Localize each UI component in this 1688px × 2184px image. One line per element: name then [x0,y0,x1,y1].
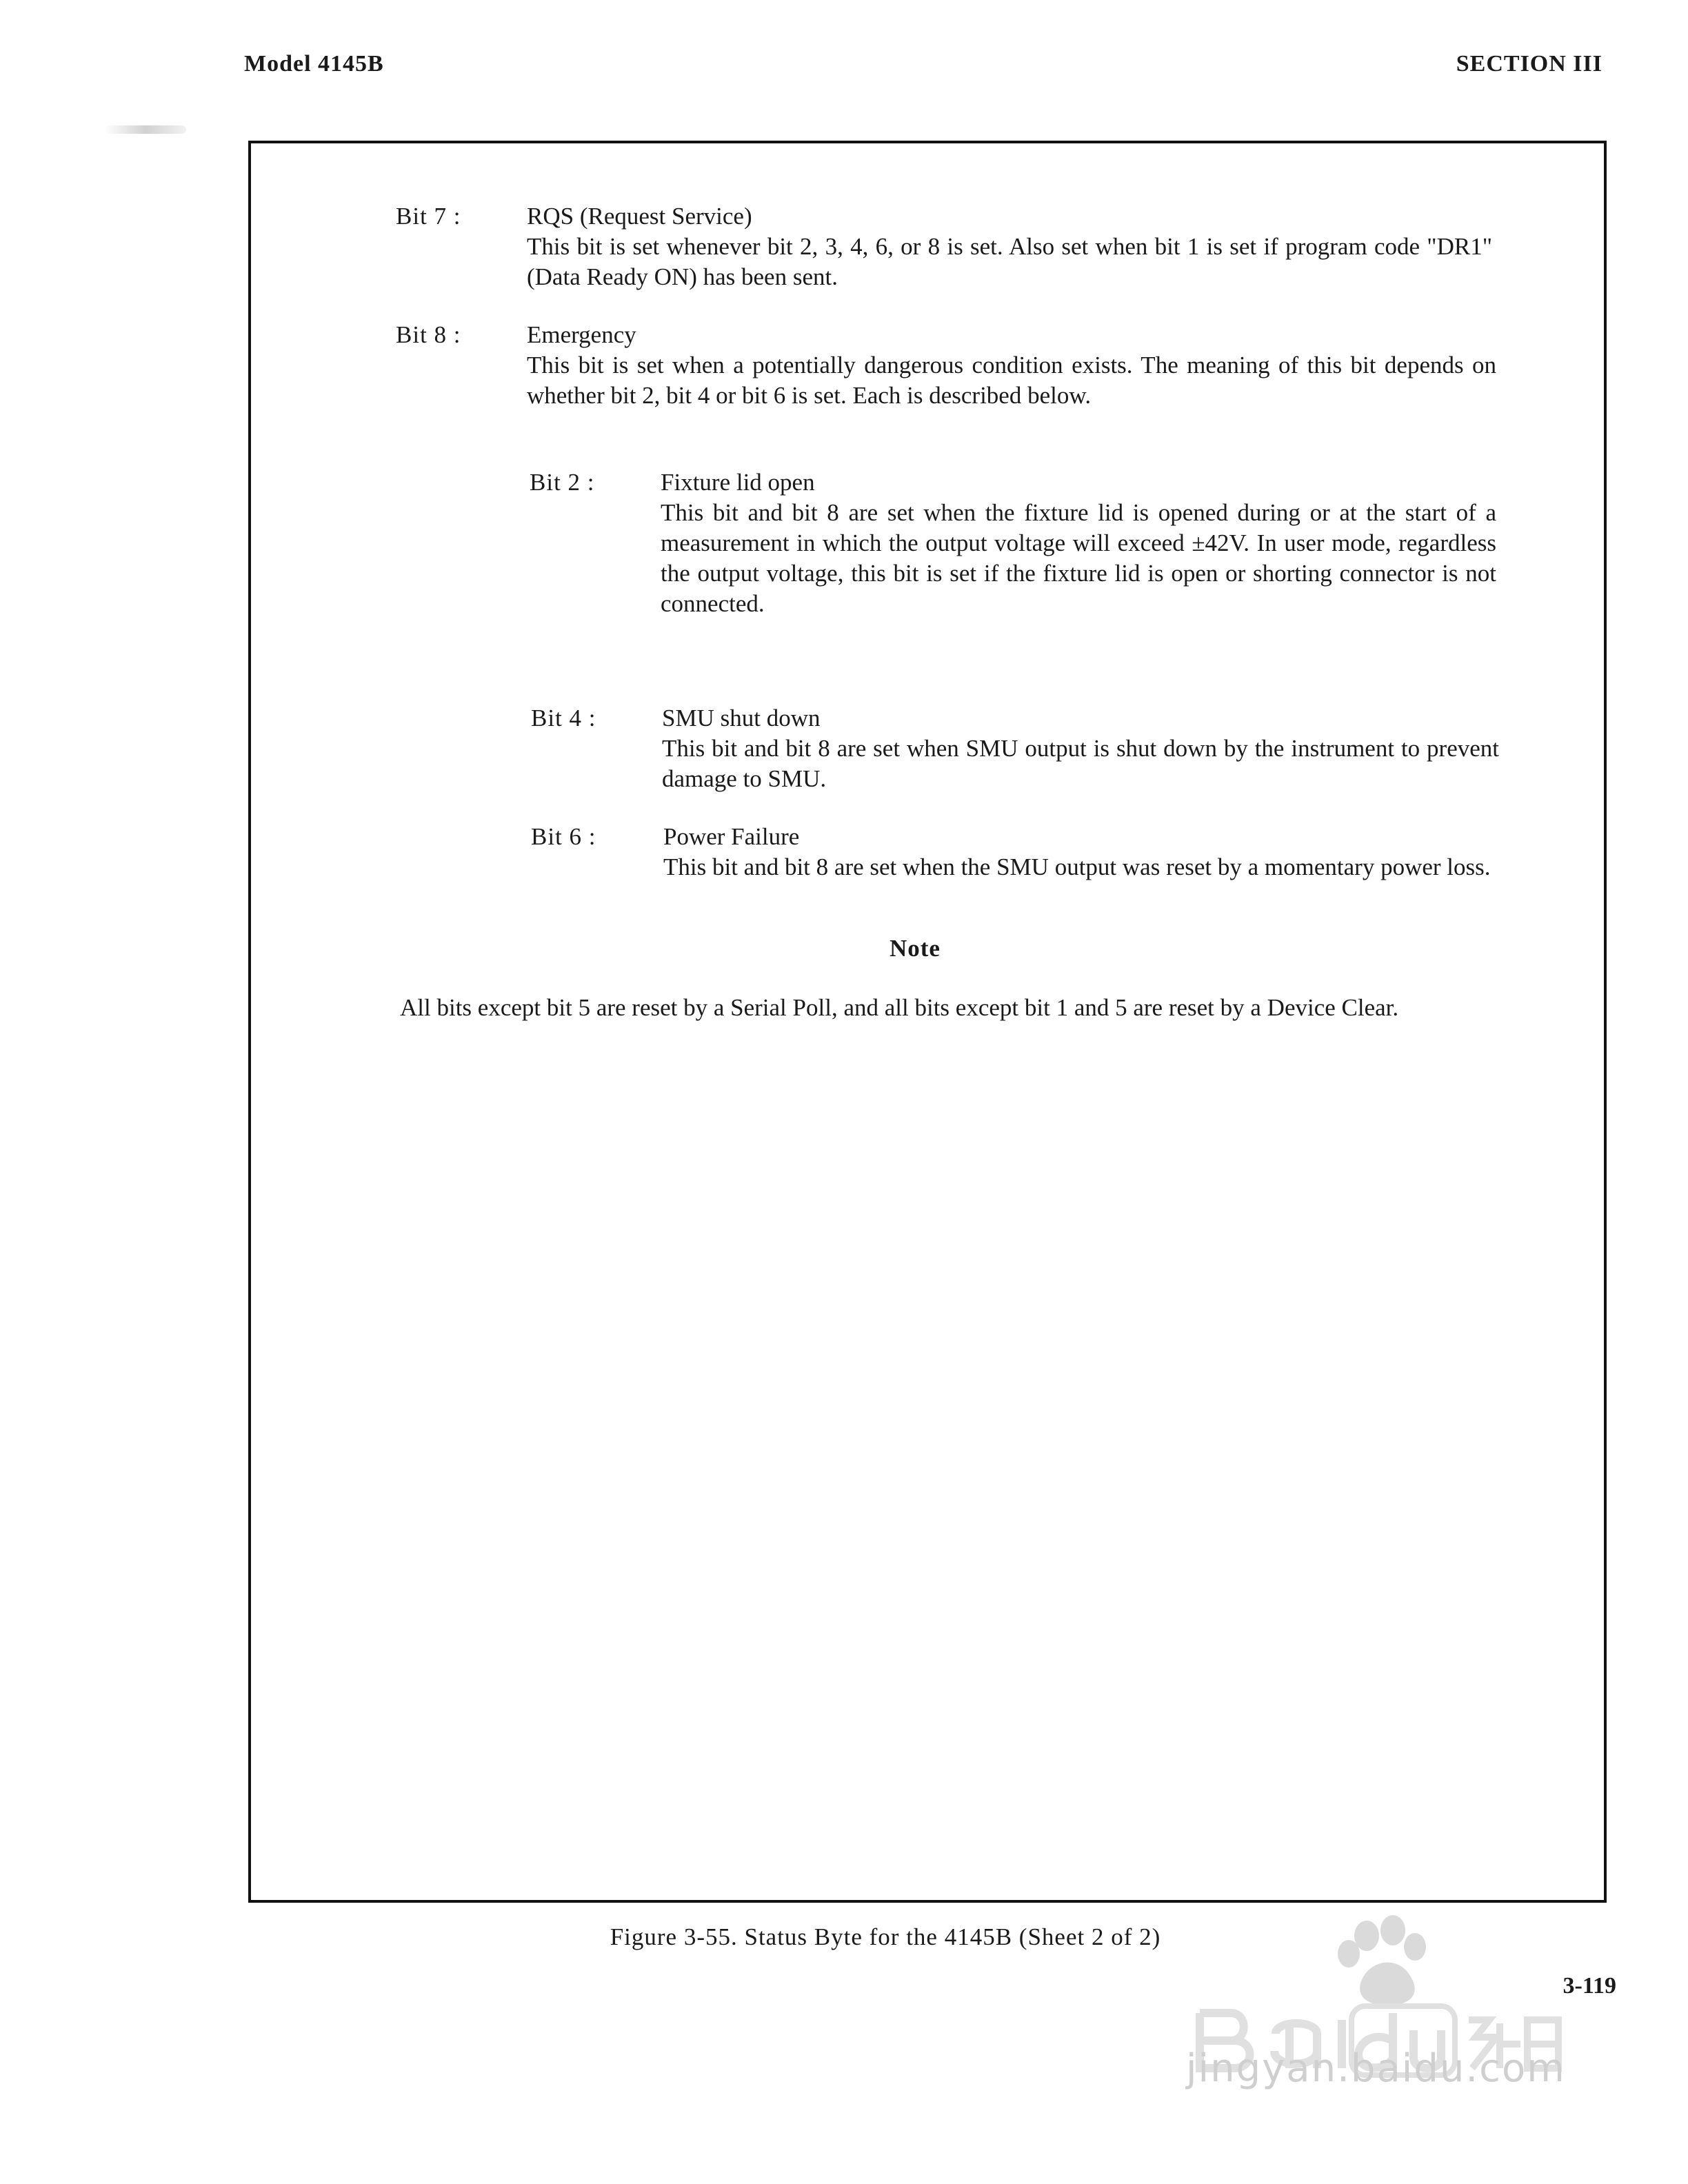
bit-6-label: Bit 6 : [531,823,596,850]
note-text: All bits except bit 5 are reset by a Serial Poll, and all bits except bit 1 and 5 are reset by a Device Clear. [400,994,1399,1021]
bit-7-description: This bit is set whenever bit 2, 3, 4, 6, or 8 is set. Also set when bit 1 is set if program code "DR1" (Data Ready ON) has been sent. [527,233,1492,290]
figure-caption-text: Figure 3-55. Status Byte for the 4145B (Sheet 2 of 2) [610,1923,1161,1950]
bit-2-label: Bit 2 : [530,469,595,496]
bit-7-title: RQS (Request Service) [527,203,752,230]
bit-6-title: Power Failure [663,823,800,850]
bit-4-title: SMU shut down [662,705,821,731]
bit-4-label: Bit 4 : [531,705,596,731]
bit-7-entry [527,201,1492,292]
note-heading: Note [890,935,941,962]
bit-8-title: Emergency [527,321,636,348]
bit-2-entry [661,467,1496,619]
bit-7-label: Bit 7 : [396,203,461,230]
scan-artifact [105,125,186,134]
model-header: Model 4145B [244,51,384,77]
bit-6-entry [663,822,1502,882]
section-header: SECTION III [1456,51,1602,77]
page-number: 3-119 [1563,1973,1616,1999]
bit-6-description: This bit and bit 8 are set when the SMU output was reset by a momentary power loss. [663,853,1491,880]
bit-8-description: This bit is set when a potentially dangerous condition exists. The meaning of this bit depends on whether bit 2, bit 4 or bit 6 is set. Each is described below. [527,352,1496,409]
bit-2-title: Fixture lid open [661,469,815,496]
bit-8-entry [527,320,1496,411]
bit-4-entry [662,703,1499,794]
bit-8-label: Bit 8 : [396,321,461,348]
bit-4-description: This bit and bit 8 are set when SMU output is shut down by the instrument to prevent damage to SMU. [662,735,1499,792]
bit-2-description: This bit and bit 8 are set when the fixture lid is opened during or at the start of a measurement in which the output voltage will exceed ±42V. In user mode, regardless the output voltage, this bit is set if the fixture lid is open or shorting connector is not connected. [661,499,1496,617]
watermark-url: jingyan.baidu.com [1186,2046,1566,2091]
